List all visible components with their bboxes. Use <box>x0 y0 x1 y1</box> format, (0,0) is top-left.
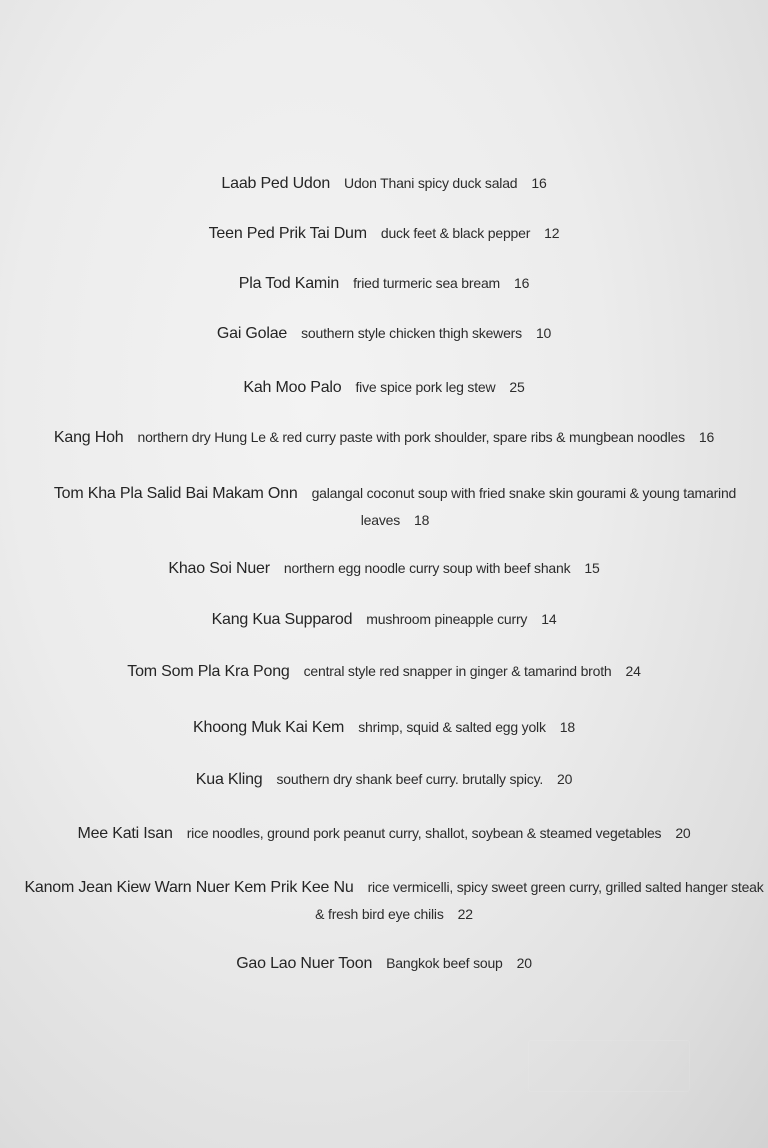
menu-item <box>0 606 768 633</box>
dish-price: 25 <box>509 379 525 395</box>
dish-name: Khoong Muk Kai Kem <box>193 719 345 736</box>
dish-price: 24 <box>625 663 641 679</box>
dish-description: rice noodles, ground pork peanut curry, shallot, soybean & steamed vegetables <box>186 825 662 841</box>
dish-description: shrimp, squid & salted egg yolk <box>358 719 546 735</box>
dish-price: 15 <box>584 560 600 576</box>
menu-item <box>0 714 768 741</box>
dish-price: 22 <box>457 906 473 922</box>
dish-price: 16 <box>514 275 530 291</box>
dish-price: 18 <box>559 719 575 735</box>
dish-price: 20 <box>516 955 532 971</box>
menu-item <box>0 270 768 297</box>
dish-price: 18 <box>414 512 430 528</box>
dish-price: 20 <box>675 825 691 841</box>
dish-description: southern dry shank beef curry. brutally spicy. <box>276 771 544 787</box>
dish-name: Mee Kati Isan <box>77 825 173 842</box>
dish-description: southern style chicken thigh skewers <box>301 325 522 341</box>
dish-name: Kang Hoh <box>53 429 124 446</box>
dish-name: Kang Kua Supparod <box>211 611 353 628</box>
menu-item <box>22 874 766 928</box>
dish-name: Teen Ped Prik Tai Dum <box>208 225 367 242</box>
dish-description: central style red snapper in ginger & tamarind broth <box>303 663 612 679</box>
menu-item <box>0 170 768 197</box>
dish-name: Gao Lao Nuer Toon <box>236 955 373 972</box>
dish-name: Gai Golae <box>216 325 288 342</box>
dish-name: Tom Som Pla Kra Pong <box>127 663 290 680</box>
dish-description: rice vermicelli, spicy sweet green curry, grilled salted hanger steak & fresh bird eye chilis <box>315 879 764 922</box>
dish-description: northern dry Hung Le & red curry paste with pork shoulder, spare ribs & mungbean noodles <box>137 429 685 445</box>
menu-item <box>0 658 768 685</box>
dish-price: 16 <box>698 429 715 445</box>
dish-price: 20 <box>557 771 573 787</box>
dish-description: five spice pork leg stew <box>355 379 496 395</box>
dish-name: Kua Kling <box>195 771 263 788</box>
dish-name: Pla Tod Kamin <box>238 275 340 292</box>
dish-description: mushroom pineapple curry <box>366 611 528 627</box>
dish-name: Kah Moo Palo <box>243 379 342 396</box>
dish-price: 10 <box>535 325 552 341</box>
dish-name: Laab Ped Udon <box>221 175 331 192</box>
dish-name: Kanom Jean Kiew Warn Nuer Kem Prik Kee Nu <box>24 879 354 896</box>
menu-item <box>0 820 768 847</box>
menu-item <box>0 766 768 793</box>
dish-description: Udon Thani spicy duck salad <box>344 175 518 191</box>
watermark-badge <box>528 1040 690 1092</box>
dish-description: northern egg noodle curry soup with beef shank <box>283 560 571 576</box>
dish-description: duck feet & black pepper <box>380 225 531 241</box>
dish-price: 16 <box>531 175 547 191</box>
dish-name: Tom Kha Pla Salid Bai Makam Onn <box>53 485 298 502</box>
menu-item <box>0 950 768 977</box>
dish-description: fried turmeric sea bream <box>353 275 500 291</box>
dish-description: galangal coconut soup with fried snake skin gourami & young tamarind leaves <box>311 485 737 528</box>
dish-price: 12 <box>544 225 560 241</box>
dish-name: Khao Soi Nuer <box>168 560 270 577</box>
menu-item <box>0 320 768 347</box>
menu-item <box>0 424 768 451</box>
dish-description: Bangkok beef soup <box>386 955 503 971</box>
dish-price: 14 <box>541 611 557 627</box>
menu-item <box>0 555 768 582</box>
menu-item <box>0 374 768 401</box>
menu-item <box>40 480 750 534</box>
menu-item <box>0 220 768 247</box>
